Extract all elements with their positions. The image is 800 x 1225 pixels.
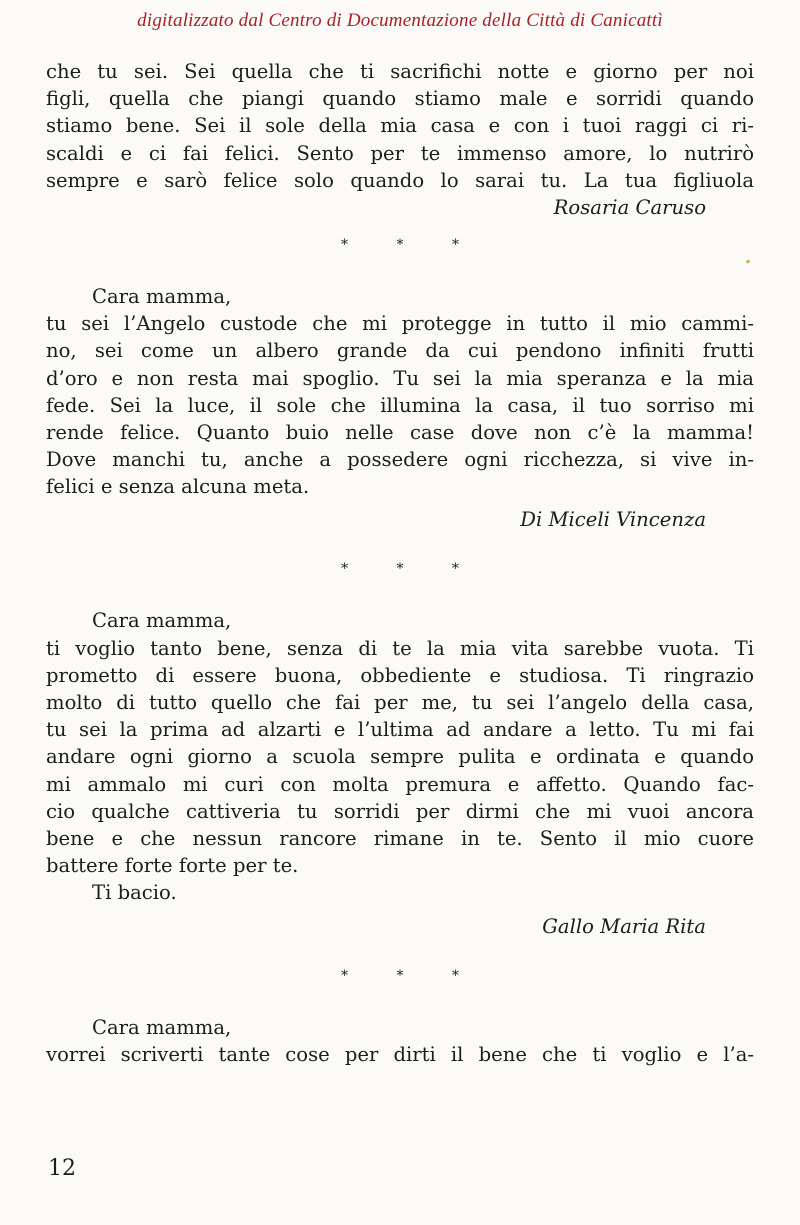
text-line: che tu sei. Sei quella che ti sacrifichi notte e giorno per noi (46, 60, 754, 83)
section-separator: * * * (341, 236, 481, 253)
text-line: no, sei come un albero grande da cui pendono infiniti frutti (46, 339, 754, 363)
signature: Gallo Maria Rita (542, 914, 706, 938)
letter-unsigned (46, 1014, 754, 1068)
section-separator: * * * (341, 967, 481, 984)
page-number: 12 (48, 1156, 76, 1181)
closing: Ti bacio. (92, 881, 177, 905)
signature: Rosaria Caruso (553, 195, 706, 219)
text-line: felici e senza alcuna meta. (46, 475, 310, 499)
text-line: figli, quella che piangi quando stiamo male e sorridi quando (46, 87, 754, 111)
text-line: cio qualche cattiveria tu sorridi per dirmi che mi vuoi ancora (46, 799, 754, 823)
salutation: Cara mamma, (92, 609, 232, 633)
text-line: stiamo bene. Sei il sole della mia casa e con i tuoi raggi ci ri- (46, 114, 754, 138)
salutation: Cara mamma, (92, 1015, 232, 1039)
letter-di-miceli-vincenza (46, 283, 754, 534)
text-line: sempre e sarò felice solo quando lo sarai tu. La tua figliuola (46, 168, 754, 192)
text-line: scaldi e ci fai felici. Sento per te immenso amore, lo nutrirò (46, 141, 754, 165)
letter-rosaria-caruso (46, 58, 754, 221)
salutation: Cara mamma, (92, 284, 232, 308)
page-body (46, 58, 754, 1068)
digitization-watermark: digitalizzato dal Centro di Documentazione della Città di Canicattì (137, 10, 663, 31)
text-line: tu sei la prima ad alzarti e l’ultima ad andare a letto. Tu mi fai (46, 718, 754, 742)
text-line: molto di tutto quello che fai per me, tu sei l’angelo della casa, (46, 691, 754, 714)
text-line: rende felice. Quanto buio nelle case dove non c’è la mamma! (46, 420, 754, 444)
text-line: fede. Sei la luce, il sole che illumina la casa, il tuo sorriso mi (46, 393, 754, 417)
letter-gallo-maria-rita (46, 607, 754, 939)
text-line: bene e che nessun rancore rimane in te. Sento il mio cuore (46, 826, 754, 850)
text-line: battere forte forte per te. (46, 854, 299, 878)
text-line: mi ammalo mi curi con molta premura e affetto. Quando fac- (46, 772, 754, 796)
text-line: ti voglio tanto bene, senza di te la mia vita sarebbe vuota. Ti (46, 636, 754, 660)
text-line: andare ogni giorno a scuola sempre pulita e ordinata e quando (46, 745, 754, 769)
text-line: d’oro e non resta mai spoglio. Tu sei la mia speranza e la mia (46, 366, 754, 390)
text-line: Dove manchi tu, anche a possedere ogni ricchezza, si vive in- (46, 448, 754, 472)
text-line: vorrei scriverti tante cose per dirti il bene che ti voglio e l’a- (46, 1042, 754, 1066)
signature: Di Miceli Vincenza (520, 508, 706, 532)
text-line: prometto di essere buona, obbediente e studiosa. Ti ringrazio (46, 663, 754, 687)
text-line: tu sei l’Angelo custode che mi protegge in tutto il mio cammi- (46, 312, 754, 336)
section-separator: * * * (341, 561, 481, 578)
